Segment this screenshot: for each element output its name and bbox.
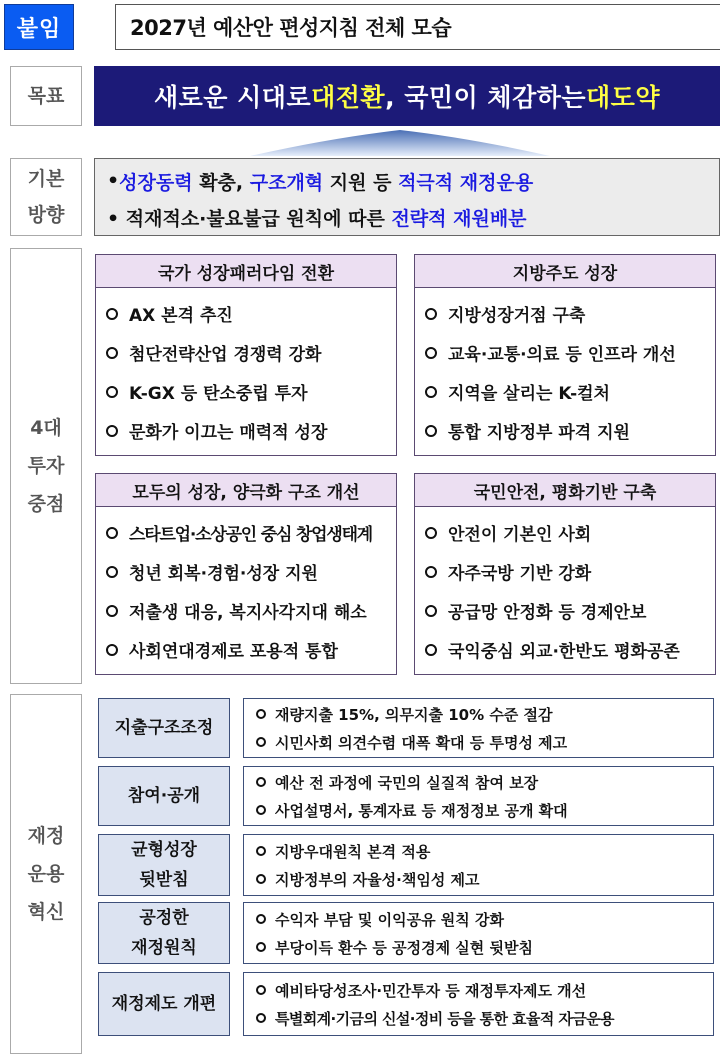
list-item xyxy=(106,630,396,669)
list-item xyxy=(256,976,713,1004)
item-text: 자주국방 기반 강화 xyxy=(448,564,592,584)
row-label-participation xyxy=(98,766,230,826)
list-item xyxy=(256,796,713,824)
row-content xyxy=(243,698,714,758)
list-item xyxy=(106,372,396,411)
label-line: 4대 xyxy=(30,417,62,439)
focus-box-title: 국가 성장패러다임 전환 xyxy=(96,255,396,288)
circle-bullet-icon xyxy=(425,347,437,359)
item-text: 문화가 이끄는 매력적 성장 xyxy=(129,423,328,443)
circle-bullet-icon xyxy=(256,805,266,815)
list-item xyxy=(425,552,715,591)
circle-bullet-icon xyxy=(106,527,118,539)
highlight-text: 전략적 재원배분 xyxy=(391,207,527,230)
highlight-text: 적극적 재정운용 xyxy=(398,171,534,194)
list-item xyxy=(425,372,715,411)
fiscal-innovation-label xyxy=(10,694,82,1054)
list-item xyxy=(425,591,715,630)
focus-box-title: 모두의 성장, 양극화 구조 개선 xyxy=(96,474,396,507)
label-line: 재정 xyxy=(27,825,65,847)
direction-line xyxy=(107,163,719,199)
item-text: 시민사회 의견수렴 대폭 확대 등 투명성 제고 xyxy=(275,733,568,752)
label-line: 중점 xyxy=(27,493,65,515)
plain-text: • 적재적소·불요불급 원칙에 따른 xyxy=(107,207,392,230)
focus-box-safety-peace xyxy=(414,473,716,675)
list-item xyxy=(425,513,715,552)
label-line: 운용 xyxy=(27,863,65,885)
item-text: 특별회계·기금의 신설·정비 등을 통한 효율적 자금운용 xyxy=(275,1009,614,1028)
circle-bullet-icon xyxy=(425,386,437,398)
row-content xyxy=(243,902,714,964)
investment-focus-label xyxy=(10,248,82,684)
item-text: 첨단전략산업 경쟁력 강화 xyxy=(129,345,322,365)
page-title: 2027년 예산안 편성지침 전체 모습 xyxy=(115,4,720,50)
item-text: 재량지출 15%, 의무지출 10% 수준 절감 xyxy=(275,705,553,724)
row-label-text: 참여·공개 xyxy=(127,786,201,806)
item-text: K-GX 등 탄소중립 투자 xyxy=(129,384,308,404)
list-item xyxy=(106,552,396,591)
item-text: 스타트업·소상공인 중심 창업생태계 xyxy=(129,525,373,545)
circle-bullet-icon xyxy=(106,425,118,437)
row-label-text: 재정원칙 xyxy=(131,938,197,958)
item-text: 공급망 안정화 등 경제안보 xyxy=(448,603,647,623)
highlight-text: 성장동력 xyxy=(119,171,193,194)
goal-text: 새로운 시대로 xyxy=(154,83,312,112)
bullet-text: • xyxy=(107,170,120,192)
list-item xyxy=(106,333,396,372)
circle-bullet-icon xyxy=(256,709,266,719)
row-label-text: 지출구조조정 xyxy=(114,718,214,738)
goal-highlight: 대도약 xyxy=(586,83,660,112)
circle-bullet-icon xyxy=(106,566,118,578)
row-content xyxy=(243,834,714,896)
row-label-text: 공정한 xyxy=(139,908,189,928)
item-text: 안전이 기본인 사회 xyxy=(448,525,592,545)
label-line: 투자 xyxy=(27,455,65,477)
circle-bullet-icon xyxy=(106,605,118,617)
item-text: 예산 전 과정에 국민의 실질적 참여 보장 xyxy=(275,773,539,792)
focus-box-title: 지방주도 성장 xyxy=(415,255,715,288)
circle-bullet-icon xyxy=(425,308,437,320)
circle-bullet-icon xyxy=(256,942,266,952)
circle-bullet-icon xyxy=(425,527,437,539)
list-item xyxy=(106,411,396,450)
focus-box-inclusive-growth xyxy=(95,473,397,675)
row-label-text: 재정제도 개편 xyxy=(111,994,217,1014)
item-text: 사회연대경제로 포용적 통합 xyxy=(129,642,338,662)
list-item xyxy=(106,513,396,552)
row-label-balanced-growth xyxy=(98,834,230,896)
row-label-system-reform xyxy=(98,972,230,1036)
list-item xyxy=(256,865,713,893)
circle-bullet-icon xyxy=(256,1013,266,1023)
list-item xyxy=(256,1004,713,1032)
circle-bullet-icon xyxy=(256,846,266,856)
row-label-fair-principle xyxy=(98,902,230,964)
item-text: 교육·교통·의료 등 인프라 개선 xyxy=(448,345,676,365)
item-text: 지방정부의 자율성·책임성 제고 xyxy=(275,870,480,889)
circle-bullet-icon xyxy=(256,985,266,995)
row-label-text: 균형성장 xyxy=(131,840,197,860)
focus-box-title: 국민안전, 평화기반 구축 xyxy=(415,474,715,507)
list-item xyxy=(106,591,396,630)
circle-bullet-icon xyxy=(256,777,266,787)
focus-box-growth-paradigm xyxy=(95,254,397,456)
direction-line xyxy=(107,199,719,235)
goal-label-text: 목표 xyxy=(27,85,65,107)
basic-direction-box xyxy=(94,158,720,236)
circle-bullet-icon xyxy=(106,644,118,656)
row-label-spending-restructure xyxy=(98,698,230,758)
goal-highlight: 대전환 xyxy=(311,83,386,112)
circle-bullet-icon xyxy=(256,874,266,884)
circle-bullet-icon xyxy=(106,308,118,320)
row-label-text: 뒷받침 xyxy=(139,870,189,890)
circle-bullet-icon xyxy=(425,425,437,437)
row-content xyxy=(243,972,714,1036)
item-text: 예비타당성조사·민간투자 등 재정투자제도 개선 xyxy=(275,981,587,1000)
item-text: 부당이득 환수 등 공정경제 실현 뒷받침 xyxy=(275,938,533,957)
item-text: 청년 회복·경험·성장 지원 xyxy=(129,564,318,584)
item-text: 통합 지방정부 파격 지원 xyxy=(448,423,630,443)
goal-label xyxy=(10,66,82,126)
list-item xyxy=(256,933,713,961)
focus-box-regional-growth xyxy=(414,254,716,456)
circle-bullet-icon xyxy=(256,914,266,924)
row-content xyxy=(243,766,714,826)
item-text: 지역을 살리는 K-컬처 xyxy=(448,384,610,404)
circle-bullet-icon xyxy=(425,566,437,578)
item-text: 사업설명서, 통계자료 등 재정정보 공개 확대 xyxy=(275,801,568,820)
list-item xyxy=(425,630,715,669)
label-line: 방향 xyxy=(27,204,65,226)
circle-bullet-icon xyxy=(106,386,118,398)
list-item xyxy=(256,728,713,756)
item-text: 지방우대원칙 본격 적용 xyxy=(275,842,431,861)
list-item xyxy=(425,333,715,372)
goal-banner xyxy=(94,66,720,126)
label-line: 기본 xyxy=(27,168,65,190)
up-arrow-icon xyxy=(250,128,550,156)
basic-direction-label xyxy=(10,158,82,236)
list-item xyxy=(425,411,715,450)
attachment-tag: 붙임 xyxy=(4,4,74,50)
plain-text: 확충, xyxy=(192,171,250,194)
list-item xyxy=(256,700,713,728)
item-text: 저출생 대응, 복지사각지대 해소 xyxy=(129,603,367,623)
circle-bullet-icon xyxy=(106,347,118,359)
item-text: 지방성장거점 구축 xyxy=(448,306,586,326)
item-text: 국익중심 외교·한반도 평화공존 xyxy=(448,642,680,662)
item-text: AX 본격 추진 xyxy=(129,306,233,326)
list-item xyxy=(256,837,713,865)
item-text: 수익자 부담 및 이익공유 원칙 강화 xyxy=(275,910,504,929)
circle-bullet-icon xyxy=(425,605,437,617)
list-item xyxy=(256,768,713,796)
goal-text: , 국민이 체감하는 xyxy=(385,83,587,112)
circle-bullet-icon xyxy=(425,644,437,656)
circle-bullet-icon xyxy=(256,737,266,747)
list-item xyxy=(425,294,715,333)
highlight-text: 구조개혁 xyxy=(249,171,324,194)
plain-text: 지원 등 xyxy=(323,171,399,194)
list-item xyxy=(256,905,713,933)
list-item xyxy=(106,294,396,333)
label-line: 혁신 xyxy=(27,901,65,923)
